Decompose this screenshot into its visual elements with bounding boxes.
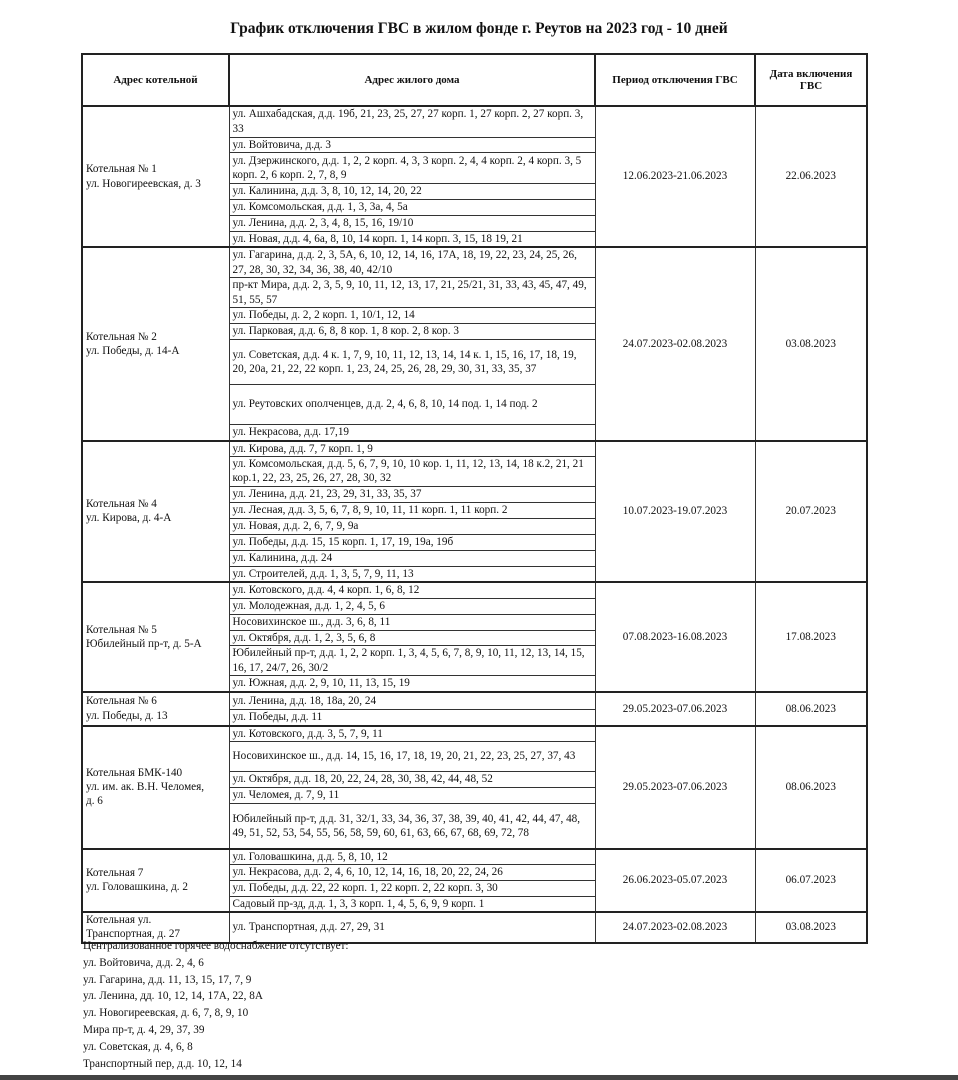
shutdown-period-cell: 29.05.2023-07.06.2023 bbox=[595, 726, 755, 849]
house-address-cell: ул. Калинина, д.д. 3, 8, 10, 12, 14, 20, 22 bbox=[229, 183, 595, 199]
notes-heading: Централизованное горячее водоснабжение отсутствует: bbox=[83, 940, 349, 952]
house-address-cell: ул. Ленина, д.д. 21, 23, 29, 31, 33, 35, 37 bbox=[229, 486, 595, 502]
shutdown-period-cell: 29.05.2023-07.06.2023 bbox=[595, 692, 755, 726]
scan-edge-bar bbox=[0, 1075, 958, 1080]
shutdown-period-cell: 07.08.2023-16.08.2023 bbox=[595, 582, 755, 691]
shutdown-period-cell: 26.06.2023-05.07.2023 bbox=[595, 849, 755, 912]
header-restore-date: Дата включения ГВС bbox=[755, 54, 867, 106]
restore-date-cell: 17.08.2023 bbox=[755, 582, 867, 691]
boiler-address-cell: Котельная № 6 ул. Победы, д. 13 bbox=[82, 692, 229, 726]
house-address-cell: ул. Октября, д.д. 1, 2, 3, 5, 6, 8 bbox=[229, 630, 595, 645]
house-address-cell: ул. Советская, д.д. 4 к. 1, 7, 9, 10, 11, 12, 13, 14, 14 к. 1, 15, 16, 17, 18, 19, 20, 20а, 21, 22, 22 корп. 1, 23, 24, 25, 26, 28, 29, 30, 31, 33, 35, 37 bbox=[229, 340, 595, 385]
shutdown-period-cell: 10.07.2023-19.07.2023 bbox=[595, 441, 755, 583]
house-address-cell: ул. Ленина, д.д. 18, 18а, 20, 24 bbox=[229, 692, 595, 710]
shutdown-period-cell: 24.07.2023-02.08.2023 bbox=[595, 247, 755, 440]
header-shutdown-period: Период отключения ГВС bbox=[595, 54, 755, 106]
notes-item: ул. Ленина, дд. 10, 12, 14, 17А, 22, 8А bbox=[83, 990, 263, 1003]
restore-date-cell: 20.07.2023 bbox=[755, 441, 867, 583]
house-address-cell: ул. Войтовича, д.д. 3 bbox=[229, 137, 595, 152]
restore-date-cell: 08.06.2023 bbox=[755, 726, 867, 849]
notes-item: Мира пр-т, д. 4, 29, 37, 39 bbox=[83, 1023, 205, 1036]
restore-date-cell: 03.08.2023 bbox=[755, 247, 867, 440]
house-address-cell: ул. Парковая, д.д. 6, 8, 8 кор. 1, 8 кор. 2, 8 кор. 3 bbox=[229, 324, 595, 340]
house-address-cell: ул. Комсомольская, д.д. 1, 3, 3а, 4, 5а bbox=[229, 199, 595, 215]
boiler-group bbox=[82, 692, 867, 726]
boiler-group bbox=[82, 726, 867, 849]
house-address-cell: Юбилейный пр-т, д.д. 31, 32/1, 33, 34, 36, 37, 38, 39, 40, 41, 42, 44, 47, 48, 49, 51, 52, 53, 54, 55, 56, 58, 59, 60, 61, 63, 66, 67, 68, 69, 72, 78 bbox=[229, 804, 595, 849]
header-boiler-address: Адрес котельной bbox=[82, 54, 229, 106]
house-address-cell: ул. Победы, д.д. 22, 22 корп. 1, 22 корп. 2, 22 корп. 3, 30 bbox=[229, 880, 595, 896]
boiler-address-cell: Котельная № 4 ул. Кирова, д. 4-А bbox=[82, 441, 229, 583]
table-row bbox=[82, 247, 867, 277]
notes-item: ул. Советская, д. 4, 6, 8 bbox=[83, 1040, 193, 1053]
restore-date-cell: 08.06.2023 bbox=[755, 692, 867, 726]
table-header-row bbox=[82, 54, 867, 106]
house-address-cell: ул. Котовского, д.д. 3, 5, 7, 9, 11 bbox=[229, 726, 595, 742]
house-address-cell: ул. Победы, д.д. 15, 15 корп. 1, 17, 19, 19а, 19б bbox=[229, 534, 595, 550]
house-address-cell: ул. Реутовских ополченцев, д.д. 2, 4, 6, 8, 10, 14 под. 1, 14 под. 2 bbox=[229, 385, 595, 425]
house-address-cell: Садовый пр-зд, д.д. 1, 3, 3 корп. 1, 4, 5, 6, 9, 9 корп. 1 bbox=[229, 896, 595, 912]
house-address-cell: ул. Победы, д. 2, 2 корп. 1, 10/1, 12, 14 bbox=[229, 308, 595, 324]
notes-item: ул. Гагарина, д.д. 11, 13, 15, 17, 7, 9 bbox=[83, 973, 252, 986]
house-address-cell: ул. Некрасова, д.д. 2, 4, 6, 10, 12, 14, 16, 18, 20, 22, 24, 26 bbox=[229, 865, 595, 880]
house-address-cell: пр-кт Мира, д.д. 2, 3, 5, 9, 10, 11, 12, 13, 17, 21, 25/21, 31, 33, 43, 45, 47, 49, 51, 55, 57 bbox=[229, 278, 595, 308]
house-address-cell: Носовихинское ш., д.д. 3, 6, 8, 11 bbox=[229, 614, 595, 630]
house-address-cell: ул. Головашкина, д.д. 5, 8, 10, 12 bbox=[229, 849, 595, 865]
restore-date-cell: 06.07.2023 bbox=[755, 849, 867, 912]
boiler-address-cell: Котельная БМК-140 ул. им. ак. В.Н. Челомея, д. 6 bbox=[82, 726, 229, 849]
schedule-table bbox=[81, 53, 868, 944]
house-address-cell: ул. Октября, д.д. 18, 20, 22, 24, 28, 30, 38, 42, 44, 48, 52 bbox=[229, 772, 595, 788]
house-address-cell: ул. Ленина, д.д. 2, 3, 4, 8, 15, 16, 19/10 bbox=[229, 215, 595, 231]
house-address-cell: ул. Южная, д.д. 2, 9, 10, 11, 13, 15, 19 bbox=[229, 676, 595, 692]
house-address-cell: ул. Лесная, д.д. 3, 5, 6, 7, 8, 9, 10, 11, 11 корп. 1, 11 корп. 2 bbox=[229, 502, 595, 518]
house-address-cell: ул. Челомея, д. 7, 9, 11 bbox=[229, 788, 595, 804]
boiler-group bbox=[82, 441, 867, 583]
restore-date-cell: 03.08.2023 bbox=[755, 912, 867, 943]
house-address-cell: ул. Котовского, д.д. 4, 4 корп. 1, 6, 8, 12 bbox=[229, 582, 595, 598]
document-title: График отключения ГВС в жилом фонде г. Реутов на 2023 год - 10 дней bbox=[230, 20, 728, 37]
notes-block bbox=[83, 938, 349, 1072]
shutdown-period-cell: 12.06.2023-21.06.2023 bbox=[595, 106, 755, 247]
notes-item: Транспортный пер, д.д. 10, 12, 14 bbox=[83, 1057, 242, 1070]
boiler-address-cell: Котельная № 5 Юбилейный пр-т, д. 5-А bbox=[82, 582, 229, 691]
header-house-address: Адрес жилого дома bbox=[229, 54, 595, 106]
house-address-cell: ул. Молодежная, д.д. 1, 2, 4, 5, 6 bbox=[229, 598, 595, 614]
table-row bbox=[82, 582, 867, 598]
house-address-cell: ул. Победы, д.д. 11 bbox=[229, 710, 595, 726]
table-row bbox=[82, 441, 867, 457]
house-address-cell: ул. Калинина, д.д. 24 bbox=[229, 550, 595, 566]
boiler-group bbox=[82, 582, 867, 691]
table-row bbox=[82, 106, 867, 137]
house-address-cell: ул. Ашхабадская, д.д. 19б, 21, 23, 25, 27, 27 корп. 1, 27 корп. 2, 27 корп. 3, 33 bbox=[229, 106, 595, 137]
house-address-cell: ул. Некрасова, д.д. 17,19 bbox=[229, 425, 595, 441]
house-address-cell: ул. Новая, д.д. 2, 6, 7, 9, 9а bbox=[229, 518, 595, 534]
house-address-cell: ул. Транспортная, д.д. 27, 29, 31 bbox=[229, 912, 595, 943]
restore-date-cell: 22.06.2023 bbox=[755, 106, 867, 247]
boiler-group bbox=[82, 106, 867, 247]
house-address-cell: ул. Комсомольская, д.д. 5, 6, 7, 9, 10, 10 кор. 1, 11, 12, 13, 14, 18 к.2, 21, 21 кор.1, 22, 23, 25, 26, 27, 28, 30, 32 bbox=[229, 456, 595, 486]
house-address-cell: ул. Дзержинского, д.д. 1, 2, 2 корп. 4, 3, 3 корп. 2, 4, 4 корп. 2, 4 корп. 3, 5 корп. 2, 6 корп. 2, 7, 8, 9 bbox=[229, 152, 595, 183]
house-address-cell: ул. Гагарина, д.д. 2, 3, 5А, 6, 10, 12, 14, 16, 17А, 18, 19, 22, 23, 24, 25, 26, 27, 28, 30, 32, 34, 36, 38, 40, 42/10 bbox=[229, 247, 595, 277]
table-row bbox=[82, 726, 867, 742]
boiler-group bbox=[82, 849, 867, 912]
boiler-address-cell: Котельная ул. Транспортная, д. 27 bbox=[82, 912, 229, 943]
notes-item: ул. Войтовича, д.д. 2, 4, 6 bbox=[83, 956, 204, 969]
house-address-cell: Носовихинское ш., д.д. 14, 15, 16, 17, 18, 19, 20, 21, 22, 23, 25, 27, 37, 43 bbox=[229, 742, 595, 772]
notes-item: ул. Новогиреевская, д. 6, 7, 8, 9, 10 bbox=[83, 1007, 249, 1020]
house-address-cell: ул. Кирова, д.д. 7, 7 корп. 1, 9 bbox=[229, 441, 595, 457]
shutdown-period-cell: 24.07.2023-02.08.2023 bbox=[595, 912, 755, 943]
house-address-cell: ул. Новая, д.д. 4, 6а, 8, 10, 14 корп. 1, 14 корп. 3, 15, 18 19, 21 bbox=[229, 231, 595, 247]
boiler-address-cell: Котельная № 2 ул. Победы, д. 14-А bbox=[82, 247, 229, 440]
table-row bbox=[82, 849, 867, 865]
boiler-address-cell: Котельная № 1 ул. Новогиреевская, д. 3 bbox=[82, 106, 229, 247]
house-address-cell: Юбилейный пр-т, д.д. 1, 2, 2 корп. 1, 3, 4, 5, 6, 7, 8, 9, 10, 11, 12, 13, 14, 15, 16, 17, 24/7, 26, 30/2 bbox=[229, 646, 595, 676]
table-row bbox=[82, 692, 867, 710]
house-address-cell: ул. Строителей, д.д. 1, 3, 5, 7, 9, 11, 13 bbox=[229, 566, 595, 582]
boiler-group bbox=[82, 247, 867, 440]
boiler-address-cell: Котельная 7 ул. Головашкина, д. 2 bbox=[82, 849, 229, 912]
